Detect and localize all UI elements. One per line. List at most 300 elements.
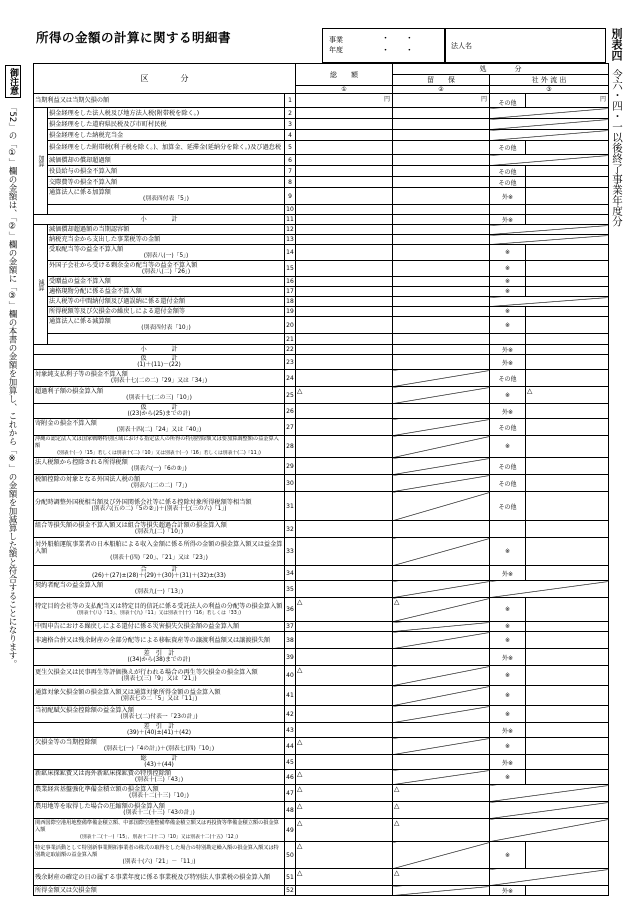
- total-amount-cell[interactable]: [296, 755, 393, 770]
- retained-amount-cell[interactable]: [393, 317, 490, 334]
- total-amount-cell[interactable]: [296, 649, 393, 666]
- outflow-amount-cell[interactable]: [526, 666, 609, 686]
- outflow-mark-cell: [490, 235, 609, 245]
- outflow-amount-cell[interactable]: 円: [526, 94, 609, 108]
- total-amount-cell[interactable]: [296, 119, 393, 130]
- outflow-mark-cell: その他: [490, 458, 526, 475]
- row-label-text: 通算法人に係る減算額: [49, 318, 111, 325]
- retained-amount-cell[interactable]: [393, 245, 490, 261]
- table-row: [34, 297, 609, 307]
- table-row: [34, 770, 609, 785]
- row-number: 44: [285, 738, 296, 755]
- total-amount-cell[interactable]: [296, 130, 393, 141]
- row-label-text: 総 計: [140, 755, 178, 762]
- row-label: [48, 119, 285, 130]
- row-label: [48, 334, 285, 345]
- row-label: [34, 345, 285, 355]
- outflow-amount-cell[interactable]: [526, 842, 609, 869]
- outflow-amount-cell[interactable]: [526, 723, 609, 738]
- total-amount-cell[interactable]: [296, 177, 393, 188]
- outflow-amount-cell[interactable]: [526, 755, 609, 770]
- outflow-mark-cell: ※: [490, 317, 526, 334]
- table-row: [34, 334, 609, 345]
- outflow-amount-cell[interactable]: [526, 632, 609, 649]
- table-row: [34, 755, 609, 770]
- retained-amount-cell[interactable]: [393, 261, 490, 277]
- outflow-mark-cell: [490, 869, 609, 886]
- total-amount-cell[interactable]: [296, 686, 393, 706]
- retained-amount-cell[interactable]: [393, 632, 490, 649]
- row-label: [34, 581, 285, 598]
- total-amount-cell[interactable]: [296, 261, 393, 277]
- total-amount-cell[interactable]: [296, 492, 393, 521]
- outflow-amount-cell[interactable]: [526, 205, 609, 215]
- outflow-mark-cell: [490, 155, 609, 166]
- row-label-text: 当期利益又は当期欠損の額: [35, 97, 110, 104]
- total-amount-cell[interactable]: △: [296, 387, 393, 404]
- row-number: 23: [285, 355, 296, 370]
- row-number: 12: [286, 226, 294, 233]
- outflow-amount-cell[interactable]: [526, 622, 609, 632]
- outflow-amount-cell[interactable]: [526, 141, 609, 155]
- total-amount-cell[interactable]: [296, 225, 393, 235]
- retained-amount-cell[interactable]: [393, 566, 490, 581]
- retained-amount-cell[interactable]: [393, 225, 490, 235]
- total-amount-cell[interactable]: [296, 706, 393, 723]
- outflow-mark-cell: 外※: [490, 566, 526, 581]
- outflow-mark-cell: [490, 297, 609, 307]
- row-label: [48, 245, 285, 261]
- row-label-text: 契約者配当の益金算入額: [35, 582, 104, 589]
- table-row: [34, 598, 609, 622]
- row-reference: (26)＋(27)±(28)＋(29)＋(30)＋(31)＋(32)±(33): [92, 573, 226, 579]
- row-label: [48, 155, 285, 166]
- row-reference: (別表六(二の二)「7」): [130, 483, 188, 489]
- validity-text: 令六・四・一以後終了事業年度分: [611, 69, 623, 227]
- table-row: [34, 141, 609, 155]
- outflow-mark-cell: [490, 802, 609, 819]
- row-reference: (別表十二(十一)「15」、別表十二(十二)「10」又は別表十二(十五)「12」): [79, 834, 238, 840]
- total-amount-cell[interactable]: △: [296, 819, 393, 842]
- retained-amount-cell[interactable]: [393, 475, 490, 492]
- row-label: [48, 277, 285, 287]
- row-label: [48, 297, 285, 307]
- row-reference: (別表十四(二)「24」又は「40」): [116, 427, 202, 433]
- total-amount-cell[interactable]: [296, 723, 393, 738]
- row-reference: (別表十(六)「21」－「11」): [122, 858, 196, 865]
- outflow-amount-cell[interactable]: △: [526, 387, 609, 404]
- outflow-amount-cell[interactable]: [526, 355, 609, 370]
- total-amount-cell[interactable]: △: [296, 802, 393, 819]
- outflow-mark-cell: ※: [490, 598, 526, 622]
- retained-amount-cell[interactable]: [393, 188, 490, 205]
- row-label: [34, 632, 285, 649]
- outflow-amount-cell[interactable]: [526, 566, 609, 581]
- col-disposal: 処 分: [393, 64, 609, 75]
- total-amount-cell[interactable]: [296, 297, 393, 307]
- row-label-text: 組合等損失額の損金不算入額又は組合等損失超過合計額の損金算入額: [35, 522, 227, 529]
- outflow-mark-cell: ※: [490, 307, 526, 317]
- retained-amount-cell[interactable]: [393, 436, 490, 458]
- table-row: [34, 345, 609, 355]
- retained-amount-cell[interactable]: [393, 686, 490, 706]
- row-label: [34, 738, 285, 755]
- table-row: [34, 166, 609, 177]
- retained-amount-cell[interactable]: [393, 108, 490, 119]
- total-amount-cell[interactable]: [296, 521, 393, 538]
- row-number: 14: [285, 245, 296, 261]
- row-reference: (別表十(四)「20」、「21」又は「23」): [110, 555, 208, 561]
- total-amount-cell[interactable]: [296, 235, 393, 245]
- outflow-mark-cell: ※: [490, 287, 526, 297]
- row-label: [48, 205, 285, 215]
- row-label: [48, 141, 285, 155]
- row-number: 25: [285, 387, 296, 404]
- row-label-text: 役員給与の損金不算入額: [49, 167, 118, 175]
- outflow-amount-cell[interactable]: [526, 261, 609, 277]
- row-label: [48, 188, 285, 205]
- retained-amount-cell[interactable]: [393, 345, 490, 355]
- total-amount-cell[interactable]: [296, 166, 393, 177]
- total-amount-cell[interactable]: [296, 287, 393, 297]
- total-amount-cell[interactable]: [296, 188, 393, 205]
- row-label: [48, 235, 285, 245]
- retained-amount-cell[interactable]: △: [393, 869, 490, 886]
- total-amount-cell[interactable]: [296, 307, 393, 317]
- row-reference: (別表七(三)「9」又は「21」): [121, 675, 197, 682]
- outflow-amount-cell[interactable]: [526, 287, 609, 297]
- retained-amount-cell[interactable]: [393, 307, 490, 317]
- row-label: [34, 370, 285, 387]
- row-label: [34, 755, 285, 770]
- retained-amount-cell[interactable]: [393, 130, 490, 141]
- outflow-mark-cell: ※: [490, 738, 526, 755]
- table-row: [34, 436, 609, 458]
- period-value[interactable]: ・ ・ ・ ・: [381, 34, 420, 56]
- retained-amount-cell[interactable]: [393, 842, 490, 869]
- table-row: [34, 869, 609, 886]
- outflow-amount-cell[interactable]: [526, 458, 609, 475]
- retained-amount-cell[interactable]: [393, 404, 490, 419]
- retained-amount-cell[interactable]: [393, 166, 490, 177]
- outflow-amount-cell[interactable]: [526, 317, 609, 334]
- outflow-amount-cell[interactable]: [526, 307, 609, 317]
- total-amount-cell[interactable]: [296, 458, 393, 475]
- row-number: 19: [286, 308, 294, 315]
- row-label: [34, 492, 285, 521]
- table-row: [34, 155, 609, 166]
- total-amount-cell[interactable]: [296, 141, 393, 155]
- row-label: [34, 785, 285, 802]
- row-number: 2: [285, 108, 296, 119]
- row-label: [48, 317, 285, 334]
- retained-amount-cell[interactable]: [393, 538, 490, 566]
- row-label-text: 外国子会社から受ける剰余金の配当等の益金不算入額: [49, 261, 198, 269]
- outflow-mark-cell: 外※: [490, 355, 526, 370]
- retained-amount-cell[interactable]: [393, 205, 490, 215]
- table-row: [34, 130, 609, 141]
- row-number: 41: [285, 686, 296, 706]
- total-amount-cell[interactable]: [296, 886, 393, 896]
- row-label-text: 欠損金等の当期控除額: [35, 739, 97, 746]
- row-label: [34, 666, 285, 686]
- table-row: [34, 802, 609, 819]
- row-reference: (1)＋(11)－(22): [137, 362, 181, 368]
- row-label: [48, 108, 285, 119]
- total-amount-cell[interactable]: [296, 370, 393, 387]
- corp-name-box[interactable]: [444, 28, 606, 63]
- row-number: 10: [286, 206, 294, 213]
- row-label-text: 寄附金の損金不算入額: [35, 420, 97, 427]
- total-amount-cell[interactable]: [296, 215, 393, 225]
- row-reference: (別表十七(二の二)「29」又は「34」): [110, 378, 208, 384]
- total-amount-cell[interactable]: [296, 632, 393, 649]
- outflow-mark-cell: ※: [490, 538, 526, 566]
- outflow-amount-cell[interactable]: [526, 738, 609, 755]
- row-label-text: 差 引 計: [143, 650, 175, 657]
- retained-amount-cell[interactable]: [393, 355, 490, 370]
- row-number: 32: [285, 521, 296, 538]
- row-number: 49: [285, 819, 296, 842]
- total-amount-cell[interactable]: △: [296, 869, 393, 886]
- row-reference: (別表六(五の二)「5の②」)＋(別表十七(三の六)「1」): [91, 506, 227, 512]
- total-amount-cell[interactable]: 円: [296, 94, 393, 108]
- outflow-mark-cell: [490, 334, 526, 345]
- row-number: 36: [285, 598, 296, 622]
- total-amount-cell[interactable]: [296, 419, 393, 436]
- total-amount-cell[interactable]: [296, 622, 393, 632]
- outflow-amount-cell[interactable]: [526, 886, 609, 896]
- outflow-mark-cell: 外※: [490, 649, 526, 666]
- table-row: [34, 119, 609, 130]
- row-label: [34, 538, 285, 566]
- row-reference: (別表七の二「5」又は「11」): [120, 695, 198, 702]
- row-label-text: 残余財産の確定の日の属する事業年度に係る事業税及び特別法人事業税の損金算入額: [35, 873, 271, 881]
- outflow-mark-cell: その他: [490, 419, 526, 436]
- outflow-amount-cell[interactable]: [526, 188, 609, 205]
- row-label: [34, 802, 285, 819]
- row-reference: (別表十(一)「15」若しくは別表十(二)「10」又は別表十(一)「16」若しくは別表十(二)「11」): [57, 451, 261, 456]
- table-row: [34, 632, 609, 649]
- total-amount-cell[interactable]: [296, 345, 393, 355]
- total-amount-cell[interactable]: [296, 245, 393, 261]
- table-row: [34, 458, 609, 475]
- retained-amount-cell[interactable]: [393, 492, 490, 521]
- outflow-mark-cell: [490, 819, 609, 842]
- row-label-text: 減価償却の償却超過額: [49, 156, 111, 164]
- row-reference: (別表六(一)「6の③」): [131, 466, 187, 472]
- row-label: [48, 177, 285, 188]
- row-number: 6: [285, 155, 296, 166]
- retained-amount-cell[interactable]: [393, 119, 490, 130]
- outflow-amount-cell[interactable]: [526, 345, 609, 355]
- total-amount-cell[interactable]: [296, 475, 393, 492]
- row-label: [34, 886, 285, 896]
- retained-amount-cell[interactable]: [393, 277, 490, 287]
- retained-amount-cell[interactable]: [393, 155, 490, 166]
- total-amount-cell[interactable]: [296, 538, 393, 566]
- retained-amount-cell[interactable]: [393, 419, 490, 436]
- row-reference: ((34)から(38)までの計): [127, 657, 191, 663]
- retained-amount-cell[interactable]: [393, 287, 490, 297]
- retained-amount-cell[interactable]: [393, 649, 490, 666]
- col-retained: 留 保: [393, 75, 490, 86]
- outflow-mark-cell: 外※: [490, 723, 526, 738]
- total-amount-cell[interactable]: [296, 334, 393, 345]
- outflow-amount-cell[interactable]: [526, 334, 609, 345]
- retained-amount-cell[interactable]: [393, 141, 490, 155]
- table-row: [34, 177, 609, 188]
- total-amount-cell[interactable]: [296, 355, 393, 370]
- form-code: 別表四: [610, 28, 623, 61]
- caution-text: 「52」の「①」欄の金額は、「②」欄の金額に「③」欄の本書の金額を加算し、これから「※」の金額を加減算した額と符合することになります。: [7, 103, 17, 669]
- outflow-amount-cell[interactable]: [526, 215, 609, 225]
- row-reference: (別表十(八)「13」、別表十(九)「11」又は別表十(十)「16」若しくは「33」): [76, 610, 242, 616]
- total-amount-cell[interactable]: [296, 277, 393, 287]
- retained-amount-cell[interactable]: [393, 738, 490, 755]
- outflow-mark-cell: その他: [490, 94, 526, 108]
- row-reference: ((23)から(25)までの計): [127, 411, 191, 417]
- outflow-mark-cell: ※: [490, 245, 526, 261]
- retained-amount-cell[interactable]: [393, 297, 490, 307]
- row-reference: (39)＋(40)±(41)＋(42): [126, 730, 192, 736]
- row-label: [34, 566, 285, 581]
- total-amount-cell[interactable]: [296, 404, 393, 419]
- total-amount-cell[interactable]: [296, 155, 393, 166]
- table-row: [34, 188, 609, 205]
- retained-amount-cell[interactable]: △: [393, 819, 490, 842]
- outflow-amount-cell[interactable]: [526, 166, 609, 177]
- row-reference: (別表九(二)「10」): [134, 529, 184, 535]
- outflow-amount-cell[interactable]: [526, 649, 609, 666]
- row-label: [34, 475, 285, 492]
- outflow-amount-cell[interactable]: [526, 770, 609, 785]
- row-label: [48, 225, 285, 235]
- row-label-text: 減価償却超過額の当期認容額: [49, 226, 130, 233]
- row-number: 46: [285, 770, 296, 785]
- outflow-mark-cell: ※: [490, 686, 526, 706]
- row-label-text: 仮 計: [140, 404, 178, 411]
- outflow-amount-cell[interactable]: [526, 475, 609, 492]
- retained-amount-cell[interactable]: [393, 723, 490, 738]
- row-number: 24: [285, 370, 296, 387]
- retained-amount-cell[interactable]: [393, 622, 490, 632]
- row-label-text: 損金経理をした附帯税(利子税を除く。)、加算金、延滞金(延納分を除く。)及び過怠税: [49, 144, 282, 151]
- row-label-text: 差 引 計: [143, 723, 175, 730]
- retained-amount-cell[interactable]: [393, 666, 490, 686]
- table-row: [34, 261, 609, 277]
- outflow-amount-cell[interactable]: [526, 706, 609, 723]
- total-amount-cell[interactable]: △: [296, 738, 393, 755]
- row-number: 26: [285, 404, 296, 419]
- row-reference: (別表十二(十三)「43の計」): [123, 810, 195, 816]
- retained-amount-cell[interactable]: [393, 387, 490, 404]
- retained-amount-cell[interactable]: △: [393, 598, 490, 622]
- retained-amount-cell[interactable]: 円: [393, 94, 490, 108]
- outflow-amount-cell[interactable]: [526, 492, 609, 521]
- row-reference: (別表四付表「5」): [143, 196, 189, 202]
- outflow-amount-cell[interactable]: [526, 404, 609, 419]
- outflow-amount-cell[interactable]: [526, 538, 609, 566]
- total-amount-cell[interactable]: [296, 581, 393, 598]
- total-amount-cell[interactable]: △: [296, 785, 393, 802]
- row-label: [48, 307, 285, 317]
- retained-amount-cell[interactable]: [393, 521, 490, 538]
- row-label: [34, 819, 285, 842]
- retained-amount-cell[interactable]: [393, 770, 490, 785]
- row-number: 20: [285, 317, 296, 334]
- row-reference: (別表四付表「10」): [141, 325, 191, 331]
- row-label: [34, 521, 285, 538]
- total-amount-cell[interactable]: [296, 436, 393, 458]
- outflow-amount-cell[interactable]: [526, 277, 609, 287]
- row-number: 45: [285, 755, 296, 770]
- retained-amount-cell[interactable]: [393, 370, 490, 387]
- total-amount-cell[interactable]: [296, 205, 393, 215]
- row-label: [48, 287, 285, 297]
- retained-amount-cell[interactable]: [393, 458, 490, 475]
- total-amount-cell[interactable]: [296, 317, 393, 334]
- outflow-mark-cell: その他: [490, 475, 526, 492]
- retained-amount-cell[interactable]: [393, 706, 490, 723]
- retained-amount-cell[interactable]: △: [393, 785, 490, 802]
- outflow-amount-cell[interactable]: [526, 598, 609, 622]
- col-division: 区 分: [34, 64, 296, 94]
- row-number: 43: [285, 723, 296, 738]
- outflow-amount-cell[interactable]: [526, 419, 609, 436]
- retained-amount-cell[interactable]: △: [393, 802, 490, 819]
- table-row: [34, 370, 609, 387]
- row-label: [34, 622, 285, 632]
- section-add: 加算: [34, 108, 48, 215]
- retained-amount-cell[interactable]: [393, 177, 490, 188]
- outflow-amount-cell[interactable]: [526, 436, 609, 458]
- total-amount-cell[interactable]: [296, 566, 393, 581]
- retained-amount-cell[interactable]: [393, 235, 490, 245]
- retained-amount-cell[interactable]: [393, 334, 490, 345]
- retained-amount-cell[interactable]: [393, 886, 490, 896]
- outflow-amount-cell[interactable]: [526, 521, 609, 538]
- row-label-text: 中間申告における繰戻しによる還付に係る災害損失欠損金額の益金算入額: [35, 623, 240, 630]
- row-label-text: 所得税額等及び欠損金の繰戻しによる還付金額等: [49, 308, 186, 315]
- row-label-text: 税額控除の対象となる外国法人税の額: [35, 476, 141, 483]
- row-number: 21: [286, 335, 294, 343]
- retained-amount-cell[interactable]: [393, 755, 490, 770]
- outflow-mark-cell: その他: [490, 177, 526, 188]
- outflow-mark-cell: [490, 581, 609, 598]
- outflow-amount-cell[interactable]: [526, 370, 609, 387]
- table-row: [34, 649, 609, 666]
- total-amount-cell[interactable]: [296, 108, 393, 119]
- table-row: [34, 317, 609, 334]
- row-reference: (別表八(一)「5」): [143, 252, 189, 259]
- outflow-amount-cell[interactable]: [526, 177, 609, 188]
- total-amount-cell[interactable]: △: [296, 770, 393, 785]
- table-row: [34, 205, 609, 215]
- row-label-text: 沖縄の認定法人又は国家戦略特別区域における指定法人の所得の特別控除額又は要加算調整額の益金算入額: [35, 436, 279, 449]
- outflow-mark-cell: 外※: [490, 755, 526, 770]
- total-amount-cell[interactable]: △: [296, 666, 393, 686]
- outflow-amount-cell[interactable]: [526, 245, 609, 261]
- retained-amount-cell[interactable]: [393, 215, 490, 225]
- retained-amount-cell[interactable]: [393, 581, 490, 598]
- row-reference: (別表七(二)付表一「23の計」): [120, 714, 198, 720]
- outflow-amount-cell[interactable]: [526, 686, 609, 706]
- total-amount-cell[interactable]: △: [296, 598, 393, 622]
- total-amount-cell[interactable]: △: [296, 842, 393, 869]
- outflow-mark-cell: 外※: [490, 215, 526, 225]
- section-subtract: 減算: [34, 225, 48, 345]
